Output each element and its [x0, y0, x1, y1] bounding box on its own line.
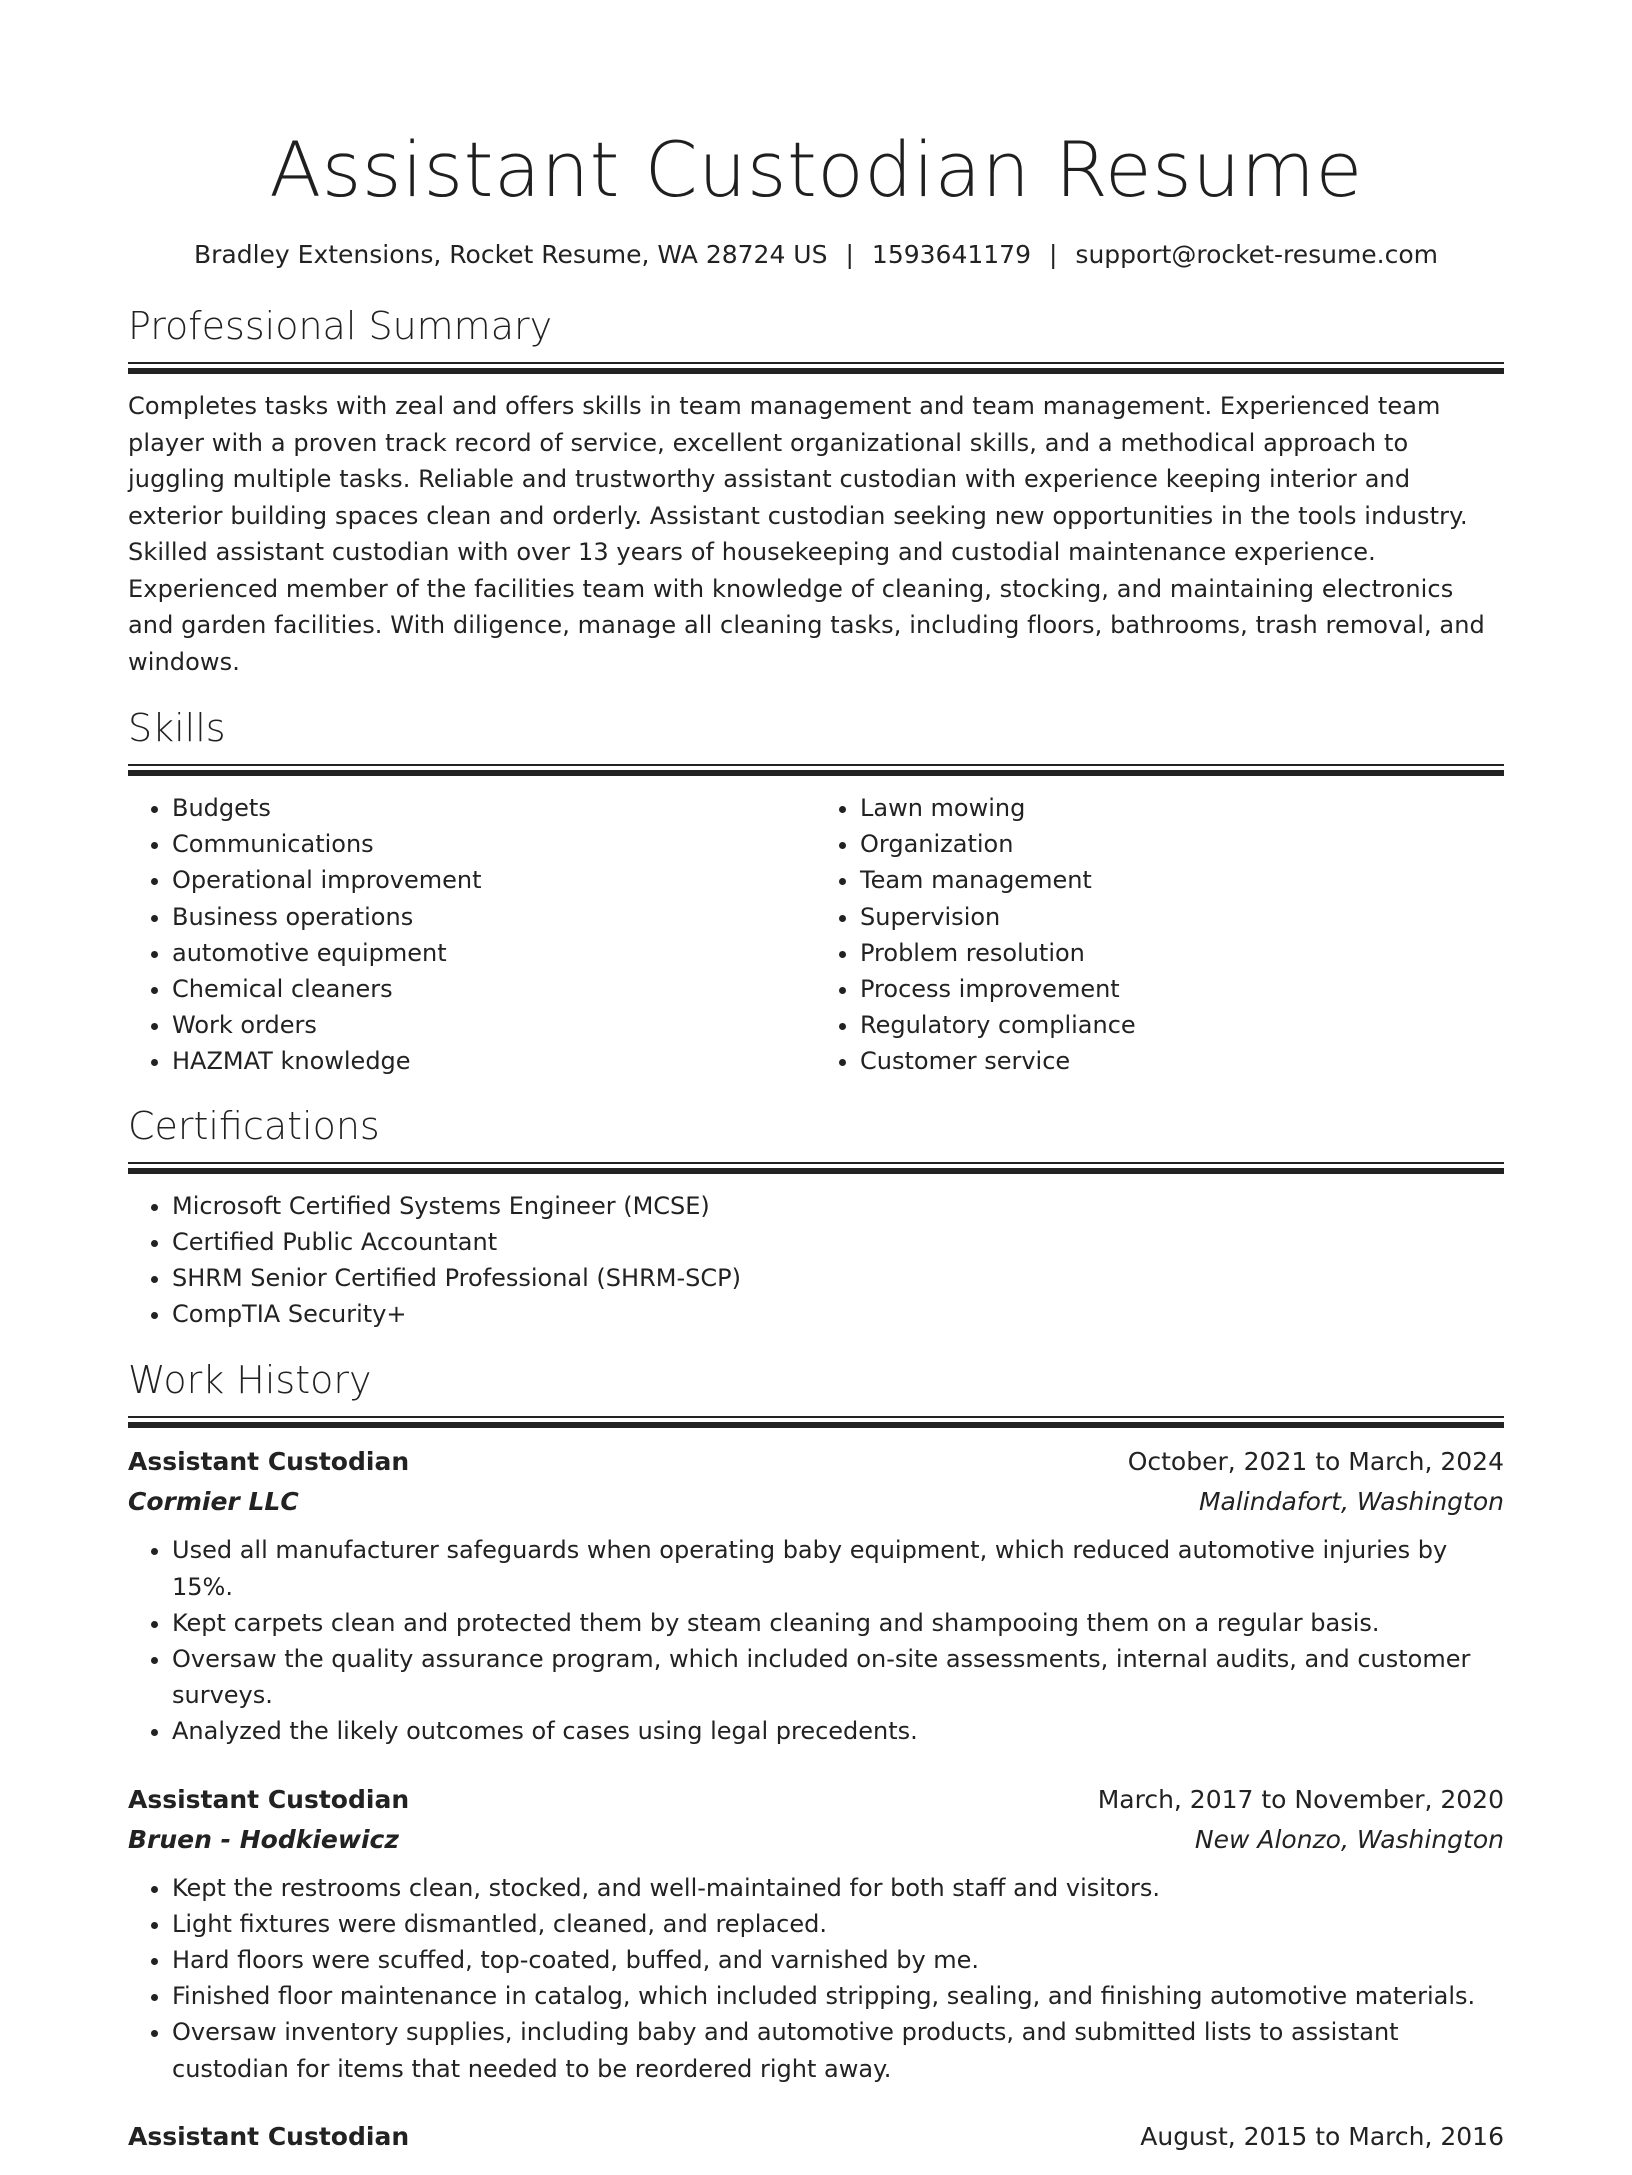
- section-heading-skills: Skills: [128, 706, 226, 750]
- section-heading-certifications: Certifications: [128, 1103, 380, 1148]
- job-bullet: • Kept carpets clean and protected them by steam cleaning and shampooing them on a regular basis.: [172, 1605, 1504, 1641]
- skill-item: • automotive equipment: [172, 935, 816, 971]
- certification-item: • Certified Public Accountant: [172, 1224, 1504, 1260]
- section-divider: [128, 764, 1504, 776]
- contact-address: Bradley Extensions, Rocket Resume, WA 28724 US: [193, 240, 828, 269]
- section-divider: [128, 362, 1504, 374]
- contact-email: support@rocket-resume.com: [1075, 240, 1439, 269]
- job-bullets: [128, 1532, 1504, 1749]
- skills-section: [128, 704, 1504, 1080]
- job-dates: August, 2015 to March, 2016: [1140, 2121, 1504, 2151]
- section-divider: [128, 1416, 1504, 1428]
- job-header-row: [128, 2117, 1504, 2157]
- job-dates: October, 2021 to March, 2024: [1127, 1447, 1504, 1477]
- skill-item: • Supervision: [860, 899, 1504, 935]
- job-entry: [128, 1780, 1504, 2087]
- section-heading-summary: Professional Summary: [128, 304, 553, 348]
- work-history-section: [128, 1356, 1504, 2156]
- job-title: Assistant Custodian: [128, 1784, 410, 1814]
- job-dates: March, 2017 to November, 2020: [1097, 1784, 1504, 1814]
- job-bullet: • Kept the restrooms clean, stocked, and well-maintained for both staff and visitors.: [172, 1870, 1504, 1906]
- certification-item: • SHRM Senior Certified Professional (SHRM-SCP): [172, 1260, 1504, 1296]
- job-bullets: [128, 1870, 1504, 2087]
- certification-item: • CompTIA Security+: [172, 1296, 1504, 1332]
- job-location: Malindafort, Washington: [1198, 1487, 1504, 1517]
- skill-item: • Team management: [860, 862, 1504, 898]
- job-company: Cormier LLC: [128, 1487, 299, 1517]
- certifications-section: [128, 1102, 1504, 1333]
- skill-item: • Customer service: [860, 1043, 1504, 1079]
- skill-item: • Problem resolution: [860, 935, 1504, 971]
- resume-page: [128, 120, 1504, 2175]
- section-divider: [128, 1162, 1504, 1174]
- job-bullet: • Light fixtures were dismantled, cleaned, and replaced.: [172, 1906, 1504, 1942]
- job-header-row: [128, 1780, 1504, 1820]
- job-entry: [128, 1442, 1504, 1749]
- skill-item: • Work orders: [172, 1007, 816, 1043]
- skills-list-right: [816, 790, 1504, 1080]
- resume-title: Assistant Custodian Resume: [269, 125, 1363, 214]
- job-bullet: • Finished floor maintenance in catalog, which included stripping, sealing, and finishing automotive materials.: [172, 1978, 1504, 2014]
- summary-text: Completes tasks with zeal and offers skills in team management and team management. Experienced team player with a proven track record of service, excellent organizational skills, and a methodical approach to juggling multiple tasks. Reliable and trustworthy assistant custodian with experience keeping interior and exterior building spaces clean and orderly. Assistant custodian seeking new opportunities in the tools industry. Skilled assistant custodian with over 13 years of housekeeping and custodial maintenance experience. Experienced member of the facilities team with knowledge of cleaning, stocking, and maintaining electronics and garden facilities. With diligence, manage all cleaning tasks, including floors, bathrooms, trash removal, and windows.: [128, 392, 1485, 676]
- summary-section: [128, 302, 1504, 680]
- skill-item: • HAZMAT knowledge: [172, 1043, 816, 1079]
- job-bullet: • Used all manufacturer safeguards when operating baby equipment, which reduced automotive injuries by 15%.: [172, 1532, 1504, 1604]
- skill-item: • Regulatory compliance: [860, 1007, 1504, 1043]
- job-bullet: • Analyzed the likely outcomes of cases using legal precedents.: [172, 1713, 1504, 1749]
- skill-item: • Process improvement: [860, 971, 1504, 1007]
- skill-item: • Chemical cleaners: [172, 971, 816, 1007]
- skill-item: • Business operations: [172, 899, 816, 935]
- certification-item: • Microsoft Certified Systems Engineer (MCSE): [172, 1188, 1504, 1224]
- job-location: New Alonzo, Washington: [1194, 1824, 1504, 1854]
- job-company-row: [128, 1482, 1504, 1522]
- skills-list-left: [128, 790, 816, 1080]
- contact-phone: 1593641179: [871, 240, 1031, 269]
- skill-item: • Lawn mowing: [860, 790, 1504, 826]
- job-entry: [128, 2117, 1504, 2157]
- skill-item: • Operational improvement: [172, 862, 816, 898]
- job-title: Assistant Custodian: [128, 2121, 410, 2151]
- skill-item: • Communications: [172, 826, 816, 862]
- contact-separator: |: [1048, 240, 1058, 269]
- job-header-row: [128, 1442, 1504, 1482]
- job-title: Assistant Custodian: [128, 1447, 410, 1477]
- job-company-row: [128, 1820, 1504, 1860]
- skills-columns: [128, 790, 1504, 1080]
- job-bullet: • Hard floors were scuffed, top-coated, buffed, and varnished by me.: [172, 1942, 1504, 1978]
- contact-separator: |: [845, 240, 854, 269]
- skill-item: • Organization: [860, 826, 1504, 862]
- section-heading-work-history: Work History: [128, 1358, 372, 1403]
- certifications-list: [128, 1188, 1504, 1333]
- contact-line: [128, 238, 1504, 272]
- job-company: Bruen - Hodkiewicz: [128, 1824, 399, 1854]
- job-bullet: • Oversaw inventory supplies, including baby and automotive products, and submitted lists to assistant custodian for items that needed to be reordered right away.: [172, 2014, 1504, 2086]
- job-bullet: • Oversaw the quality assurance program, which included on-site assessments, internal audits, and customer surveys.: [172, 1641, 1504, 1713]
- skill-item: • Budgets: [172, 790, 816, 826]
